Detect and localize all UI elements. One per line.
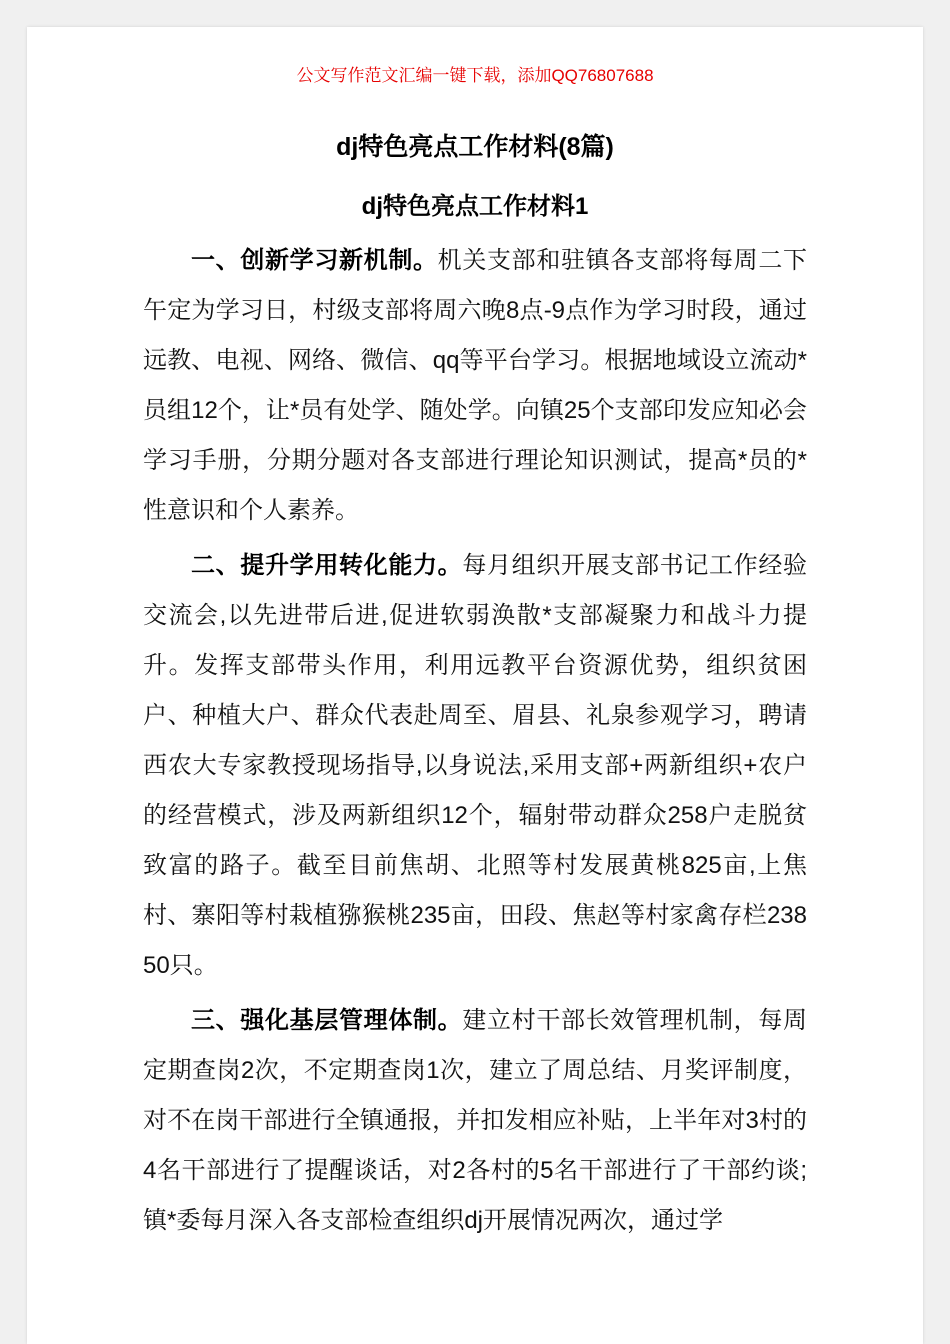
header-notice: 公文写作范文汇编一键下载，添加QQ76807688: [296, 66, 654, 85]
paragraph-1: [143, 236, 807, 536]
paragraph-2-text: 每月组织开展支部书记工作经验交流会,以先进带后进,促进软弱涣散*支部凝聚力和战斗力提升。发挥支部带头作用，利用远教平台资源优势，组织贫困户、种植大户、群众代表赴周至、眉县、礼泉参观学习，聘请西农大专家教授现场指导,以身说法,采用支部+两新组织+农户的经营模式，涉及两新组织12个，辐射带动群众258户走脱贫致富的路子。截至目前焦胡、北照等村发展黄桃825亩,上焦村、寨阳等村栽植猕猴桃235亩，田段、焦赵等村家禽存栏23850只。: [143, 552, 808, 979]
paragraph-3-lead: 三、强化基层管理体制。: [191, 1007, 463, 1034]
paragraph-2-lead: 二、提升学用转化能力。: [191, 552, 463, 579]
paragraph-1-lead: 一、创新学习新机制。: [191, 247, 438, 274]
document-subtitle: dj特色亮点工作材料1: [361, 193, 589, 220]
document-body: [143, 236, 807, 1246]
paragraph-3: [143, 996, 807, 1246]
document-title: dj特色亮点工作材料(8篇): [336, 133, 614, 161]
paragraph-1-text: 机关支部和驻镇各支部将每周二下午定为学习日，村级支部将周六晚8点-9点作为学习时段，通过远教、电视、网络、微信、qq等平台学习。根据地域设立流动*员组12个，让*员有处学、随处学。向镇25个支部印发应知必会学习手册，分期分题对各支部进行理论知识测试，提高*员的*性意识和个人素养。: [143, 247, 808, 524]
document-page: [27, 27, 923, 1344]
paragraph-3-text: 建立村干部长效管理机制，每周定期查岗2次，不定期查岗1次，建立了周总结、月奖评制度，对不在岗干部进行全镇通报，并扣发相应补贴，上半年对3村的4名干部进行了提醒谈话，对2各村的5名干部进行了干部约谈;镇*委每月深入各支部检查组织dj开展情况两次，通过学: [143, 1007, 808, 1234]
paragraph-2: [143, 541, 807, 991]
